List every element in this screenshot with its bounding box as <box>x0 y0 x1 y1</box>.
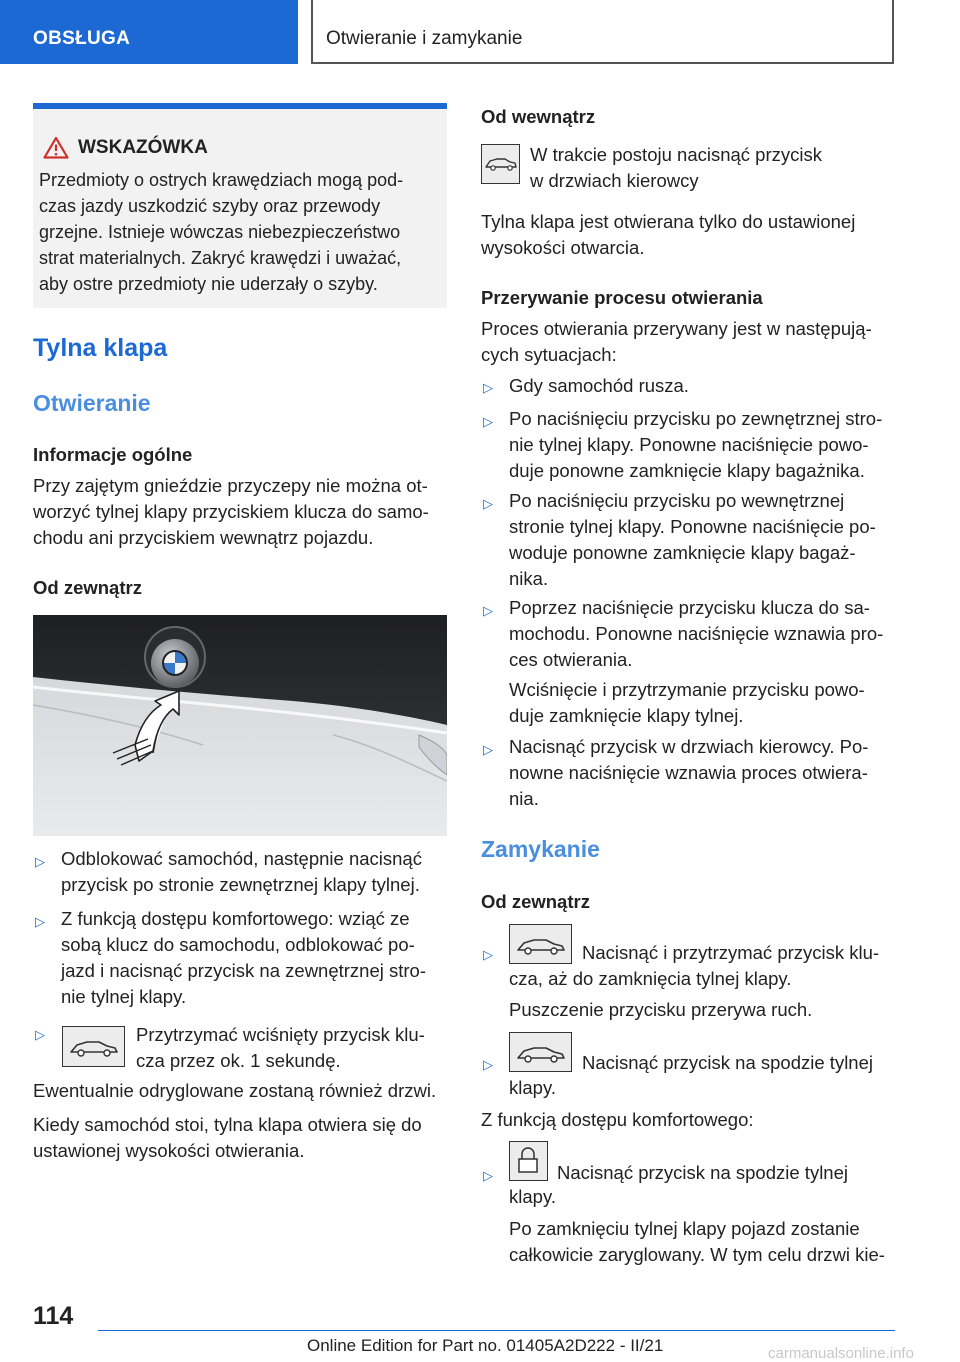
warning-line: aby ostre przedmioty nie uderzały o szyby. <box>39 274 378 294</box>
list-item: Poprzez naciśnięcie przycisku klucza do sa- mochodu. Ponowne naciśnięcie wznawia pro- ces otwierania. <box>509 597 884 670</box>
warning-triangle-icon <box>43 136 69 159</box>
list-item-text: Nacisnąć i przytrzymać przycisk klu- <box>582 942 880 963</box>
lock-button-icon <box>509 1141 548 1181</box>
watermark: carmanualsonline.info <box>768 1345 914 1362</box>
warning-line: Przedmioty o ostrych krawędziach mogą pod- <box>39 170 404 190</box>
list-item-text: klapy. <box>509 1077 556 1098</box>
bullet-icon: ▷ <box>483 380 493 395</box>
info-paragraph: Przy zajętym gnieździe przyczepy nie można ot- worzyć tylnej klapy przyciskiem klucza do samo- chodu ani przyciskiem wewnątrz pojazdu. <box>33 475 429 548</box>
list-item: Gdy samochód rusza. <box>509 375 689 396</box>
bullet-icon: ▷ <box>483 1057 493 1072</box>
topic-heading: Informacje ogólne <box>33 444 193 465</box>
car-tailgate-button-icon <box>509 1032 572 1072</box>
page-number: 114 <box>33 1302 74 1330</box>
bullet-icon: ▷ <box>35 854 45 869</box>
warning-title: WSKAZÓWKA <box>78 137 208 158</box>
footer-rule <box>98 1330 895 1331</box>
tailgate-photo <box>33 615 447 836</box>
bullet-icon: ▷ <box>483 742 493 757</box>
warning-line: strat materialnych. Zakryć krawędzi i uważać, <box>39 248 402 268</box>
section-heading: Tylna klapa <box>33 334 168 362</box>
list-item-text: klapy. <box>509 1186 556 1207</box>
bullet-icon: ▷ <box>483 414 493 429</box>
paragraph: Ewentualnie odryglowane zostaną również drzwi. <box>33 1080 437 1101</box>
paragraph: W trakcie postoju nacisnąć przycisk w drzwiach kierowcy <box>530 144 822 191</box>
paragraph: Kiedy samochód stoi, tylna klapa otwiera się do ustawionej wysokości otwierania. <box>33 1114 422 1161</box>
bullet-icon: ▷ <box>483 1168 493 1183</box>
list-item: Z funkcją dostępu komfortowego: wziąć ze sobą klucz do samochodu, odblokować po- jazd i nacisnąć przycisk na zewnętrznej stro- nie tylnej klapy. <box>61 908 427 1007</box>
topic-heading: Przerywanie procesu otwierania <box>481 287 763 308</box>
subsection-heading: Zamykanie <box>481 836 600 862</box>
paragraph: Proces otwierania przerywany jest w następują- cych sytuacjach: <box>481 318 872 365</box>
list-item: Po naciśnięciu przycisku po zewnętrznej stro- nie tylnej klapy. Ponowne naciśnięcie powo- duje ponowne zamknięcie klapy bagażnika. <box>509 408 883 481</box>
car-tailgate-button-icon <box>481 144 520 184</box>
section-tab <box>0 0 298 64</box>
paragraph: Z funkcją dostępu komfortowego: <box>481 1109 754 1130</box>
warning-text <box>39 167 439 297</box>
paragraph: Tylna klapa jest otwierana tylko do ustawionej wysokości otwarcia. <box>481 211 856 258</box>
warning-line: czas jazdy uszkodzić szyby oraz przewody <box>39 196 381 216</box>
list-item: Odblokować samochód, następnie nacisnąć przycisk po stronie zewnętrznej klapy tylnej. <box>61 848 422 895</box>
bullet-icon: ▷ <box>483 496 493 511</box>
topic-heading: Od zewnątrz <box>33 577 142 598</box>
footer-edition: Online Edition for Part no. 01405A2D222 - II/21 <box>307 1336 664 1355</box>
list-item-text: Nacisnąć przycisk na spodzie tylnej <box>557 1162 848 1183</box>
list-item: Przytrzymać wciśnięty przycisk klu- cza przez ok. 1 sekundę. <box>136 1024 425 1071</box>
bullet-icon: ▷ <box>483 947 493 962</box>
car-tailgate-button-icon <box>62 1026 125 1067</box>
bullet-icon: ▷ <box>483 603 493 618</box>
bullet-icon: ▷ <box>35 914 45 929</box>
list-item-continuation: Po zamknięciu tylnej klapy pojazd zostanie całkowicie zaryglowany. W tym celu drzwi kie- <box>509 1218 885 1265</box>
topic-heading: Od zewnątrz <box>481 891 590 912</box>
list-item-continuation: Puszczenie przycisku przerywa ruch. <box>509 999 813 1020</box>
topic-heading: Od wewnątrz <box>481 106 596 127</box>
section-label: OBSŁUGA <box>33 28 131 49</box>
chapter-title: Otwieranie i zamykanie <box>326 28 523 49</box>
list-item: Nacisnąć przycisk w drzwiach kierowcy. Po- nowne naciśnięcie wznawia proces otwiera- nia. <box>509 736 869 809</box>
list-item-text: cza, aż do zamknięcia tylnej klapy. <box>509 968 792 989</box>
list-item: Po naciśnięciu przycisku po wewnętrznej stronie tylnej klapy. Ponowne naciśnięcie po- woduje ponowne zamknięcie klapy bagaż- nika. <box>509 490 876 589</box>
bullet-icon: ▷ <box>35 1027 45 1042</box>
car-tailgate-button-icon <box>509 924 572 964</box>
warning-line: grzejne. Istnieje wówczas niebezpieczeństwo <box>39 222 401 242</box>
subsection-heading: Otwieranie <box>33 390 151 416</box>
chapter-header <box>311 0 894 64</box>
list-item-continuation: Wciśnięcie i przytrzymanie przycisku powo- duje zamknięcie klapy tylnej. <box>509 679 865 726</box>
list-item-text: Nacisnąć przycisk na spodzie tylnej <box>582 1052 873 1073</box>
warning-box <box>33 103 447 308</box>
